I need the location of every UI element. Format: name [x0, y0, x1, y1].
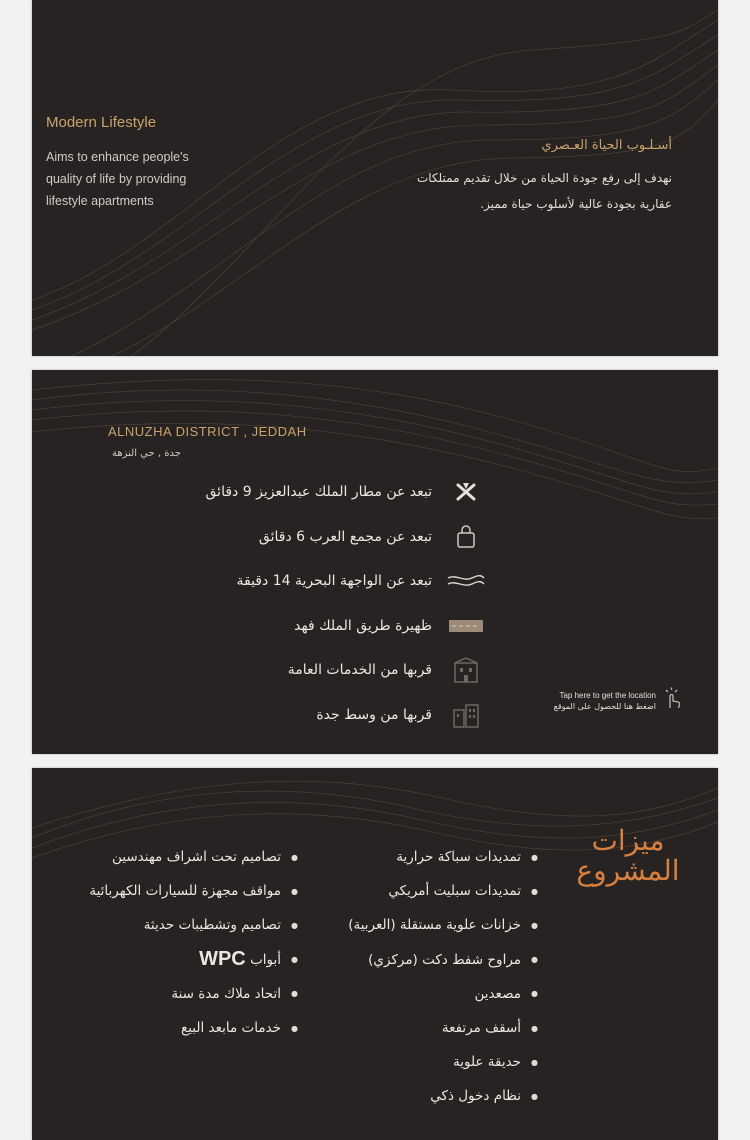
modern-lifestyle-panel: [32, 0, 718, 356]
location-link-english[interactable]: Tap here to get the location: [559, 691, 656, 700]
arabic-line: نهدف إلى رفع جودة الحياة من خلال تقديم ممتلكات: [416, 171, 672, 185]
list-item: ● مواقف مجهزة للسيارات الكهربائية: [89, 874, 298, 908]
list-item: ● تصاميم وتشطيبات حديثة: [89, 908, 298, 942]
arabic-line: عقارية بجودة عالية لأسلوب حياة مميز.: [480, 197, 672, 211]
list-item: ● تمديدات سبليت أمريكي: [348, 874, 538, 908]
district-name-arabic: جدة , حي النزهة: [112, 448, 181, 459]
list-item: [89, 943, 298, 977]
list-item: [206, 515, 487, 560]
list-item: ● خزانات علوية مستقلة (العربية): [348, 908, 538, 942]
feature-text: تبعد عن مطار الملك عبدالعزيز 9 دقائق: [205, 484, 432, 501]
list-item: ● تمديدات سباكة حرارية: [348, 840, 538, 874]
building-icon: [446, 658, 486, 682]
tap-hand-icon[interactable]: [660, 686, 684, 710]
feature-text: قربها من وسط جدة: [316, 706, 432, 723]
english-line: quality of life by providing: [46, 172, 187, 186]
wpc-label: WPC: [199, 948, 246, 971]
english-description: [46, 146, 246, 212]
list-item: ● أسقف مرتفعة: [348, 1011, 538, 1045]
doors-label: ● أبواب: [250, 951, 282, 968]
english-line: lifestyle apartments: [46, 194, 154, 208]
city-icon: [446, 703, 486, 727]
list-item: [206, 648, 487, 693]
location-panel: [32, 370, 718, 754]
shopping-bag-icon: [446, 525, 486, 549]
list-item: ● خدمات مابعد البيع: [89, 1011, 298, 1045]
feature-text: تبعد عن مجمع العرب 6 دقائق: [258, 528, 432, 545]
location-link-arabic[interactable]: اضغط هنا للحصول على الموقع: [553, 702, 656, 711]
get-location-link[interactable]: [538, 690, 656, 712]
waves-icon: [446, 569, 486, 593]
project-features-panel: [32, 768, 718, 1140]
list-item: [206, 470, 487, 515]
arabic-description: [352, 165, 672, 217]
feature-text: تبعد عن الواجهة البحرية 14 دقيقة: [236, 573, 432, 590]
location-features-list: [206, 470, 487, 737]
english-title: Modern Lifestyle: [46, 114, 157, 131]
feature-text: قربها من الخدمات العامة: [287, 662, 432, 679]
list-item: [206, 604, 487, 649]
list-item: ● اتحاد ملاك مدة سنة: [89, 977, 298, 1011]
road-icon: [446, 614, 486, 638]
list-item: [206, 693, 487, 738]
english-line: Aims to enhance people's: [46, 150, 189, 164]
features-heading: [568, 826, 688, 886]
arabic-title: أسـلـوب الحياة العـصري: [541, 138, 672, 153]
features-list-left: [89, 840, 298, 1045]
list-item: [206, 559, 487, 604]
list-item: ● مصعدين: [348, 977, 538, 1011]
features-list-right: [348, 840, 538, 1114]
list-item: ● نظام دخول ذكي: [348, 1079, 538, 1113]
list-item: ● حديقة علوية: [348, 1045, 538, 1079]
list-item: ● مراوح شفط دكت (مركزي): [348, 943, 538, 977]
feature-text: ظهيرة طريق الملك فهد: [294, 617, 432, 634]
airplane-icon: [446, 480, 486, 504]
list-item: ● تصاميم تحت اشراف مهندسين: [89, 840, 298, 874]
heading-line: ميزات: [591, 824, 665, 857]
district-name: ALNUZHA DISTRICT , JEDDAH: [108, 424, 307, 439]
heading-line: المشروع: [576, 854, 680, 887]
